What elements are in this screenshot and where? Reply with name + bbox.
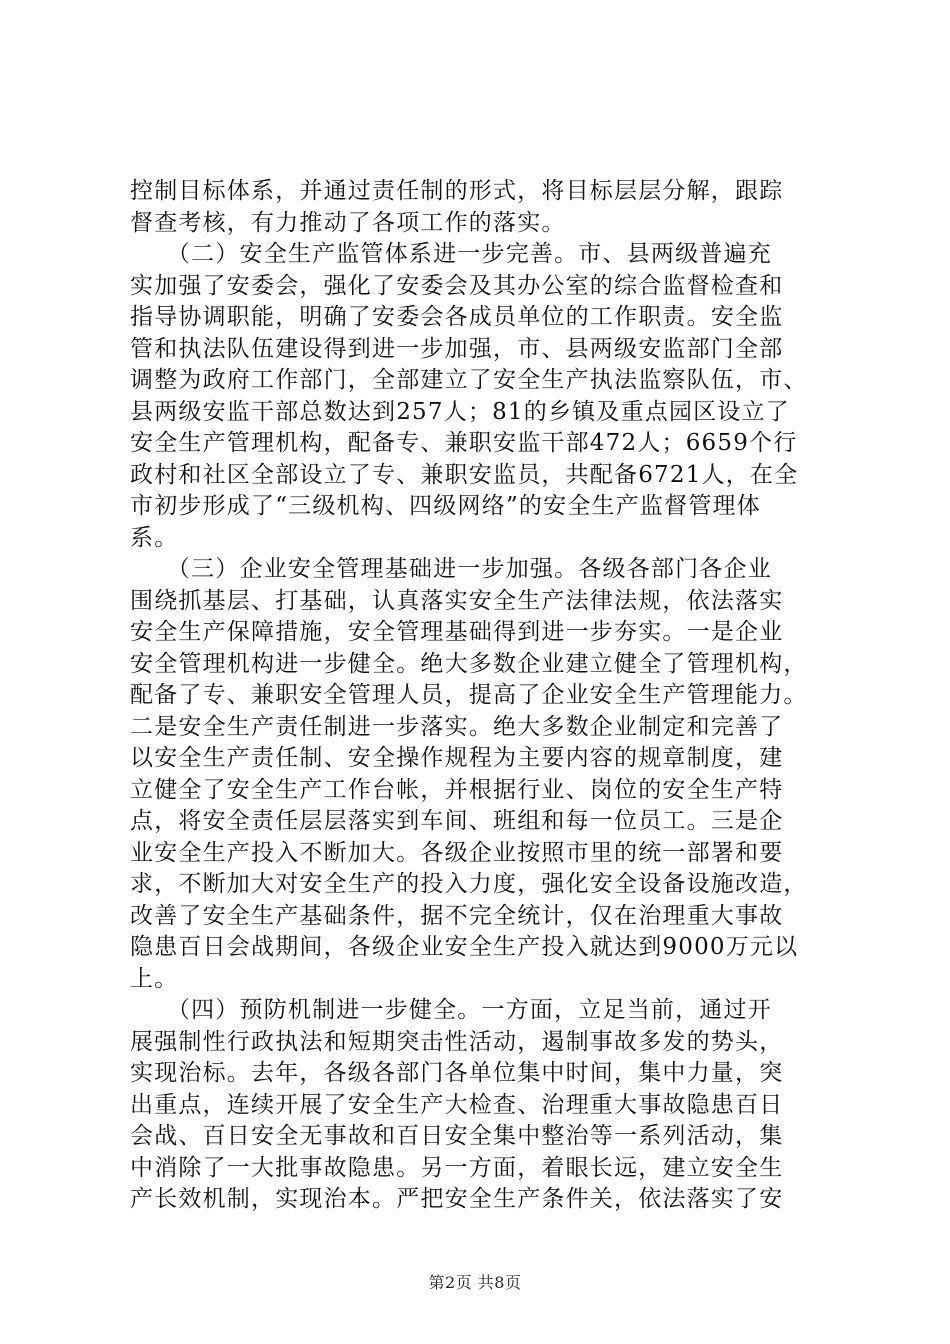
text-line: 以安全生产责任制、安全操作规程为主要内容的规章制度，建 bbox=[130, 745, 784, 771]
text-line: 围绕抓基层、打基础，认真落实安全生产法律法规，依法落实 bbox=[130, 587, 784, 614]
text-line: 隐患百日会战期间，各级企业安全生产投入就达到9000万元以 bbox=[130, 934, 799, 960]
text-line: 二是安全生产责任制进一步落实。绝大多数企业制定和完善了 bbox=[130, 713, 784, 740]
text-line: 调整为政府工作部门，全部建立了安全生产执法监察队伍，市、 bbox=[130, 367, 808, 393]
text-line: 县两级安监干部总数达到257人；81的乡镇及重点园区设立了 bbox=[130, 398, 790, 425]
text-line: 督查考核，有力推动了各项工作的落实。 bbox=[130, 209, 566, 236]
text-line: 指导协调职能，明确了安委会各成员单位的工作职责。安全监 bbox=[130, 304, 784, 330]
text-line: 配备了专、兼职安全管理人员，提高了企业安全生产管理能力。 bbox=[130, 682, 808, 708]
text-line: 产长效机制，实现治本。严把安全生产条件关，依法落实了安 bbox=[130, 1186, 784, 1212]
page-number-footer: 第2页 共8页 bbox=[428, 1273, 522, 1292]
text-line: 市初步形成了“三级机构、四级网络”的安全生产监督管理体 bbox=[130, 493, 761, 519]
text-line: （四）预防机制进一步健全。一方面，立足当前，通过开 bbox=[130, 997, 772, 1023]
text-line: （三）企业安全管理基础进一步加强。各级各部门各企业 bbox=[130, 556, 772, 582]
text-line: 实加强了安委会，强化了安委会及其办公室的综合监督检查和 bbox=[130, 272, 784, 299]
text-line: 政村和社区全部设立了专、兼职安监员，共配备6721人，在全 bbox=[130, 461, 799, 488]
text-line: 安全生产管理机构，配备专、兼职安监干部472人；6659个行 bbox=[130, 430, 798, 456]
text-line: 展强制性行政执法和短期突击性活动，遏制事故多发的势头， bbox=[130, 1028, 784, 1055]
text-line: 系。 bbox=[130, 524, 179, 551]
text-line: 安全管理机构进一步健全。绝大多数企业建立健全了管理机构， bbox=[130, 650, 808, 677]
text-line: 安全生产保障措施，安全管理基础得到进一步夯实。一是企业 bbox=[130, 619, 784, 645]
text-line: （二）安全生产监管体系进一步完善。市、县两级普遍充 bbox=[130, 241, 772, 267]
text-line: 中消除了一大批事故隐患。另一方面，着眼长远，建立安全生 bbox=[130, 1154, 784, 1181]
body-text bbox=[130, 176, 830, 1216]
text-line: 实现治标。去年，各级各部门各单位集中时间，集中力量，突 bbox=[130, 1060, 784, 1086]
text-line: 改善了安全生产基础条件，据不完全统计，仅在治理重大事故 bbox=[130, 902, 784, 929]
text-line: 管和执法队伍建设得到进一步加强，市、县两级安监部门全部 bbox=[130, 335, 784, 362]
text-line: 点，将安全责任层层落实到车间、班组和每一位员工。三是企 bbox=[130, 808, 784, 834]
text-line: 上。 bbox=[130, 965, 179, 992]
text-line: 出重点，连续开展了安全生产大检查、治理重大事故隐患百日 bbox=[130, 1091, 784, 1118]
text-line: 会战、百日安全无事故和百日安全集中整治等一系列活动，集 bbox=[130, 1123, 784, 1149]
text-line: 控制目标体系，并通过责任制的形式，将目标层层分解，跟踪 bbox=[130, 178, 784, 204]
text-line: 立健全了安全生产工作台帐，并根据行业、岗位的安全生产特 bbox=[130, 776, 784, 803]
text-line: 求，不断加大对安全生产的投入力度，强化安全设备设施改造， bbox=[130, 871, 808, 897]
text-line: 业安全生产投入不断加大。各级企业按照市里的统一部署和要 bbox=[130, 839, 784, 866]
